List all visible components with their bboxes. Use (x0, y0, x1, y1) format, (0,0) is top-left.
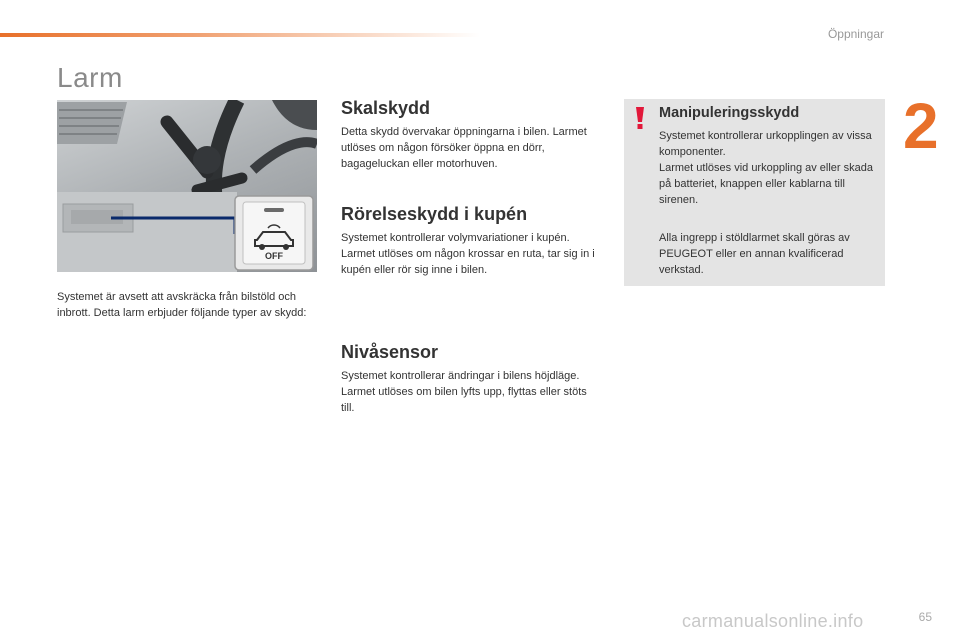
warning-text-2: Larmet utlöses vid urkoppling av eller skada på batteriet, knappen eller kablarna till sirenen. (659, 162, 874, 206)
dashboard-photo (57, 100, 317, 272)
heading-skalskydd: Skalskydd (341, 98, 431, 118)
text-nivasensor: Systemet kontrollerar ändringar i bilens höjdläge. Larmet utlöses om bilen lyfts upp, flyttas eller stöts till. (341, 370, 587, 414)
chapter-number: 2 (903, 90, 939, 162)
alarm-off-button (235, 196, 313, 270)
watermark: carmanualsonline.info (682, 611, 864, 631)
warning-text-1: Systemet kontrollerar urkopplingen av vissa komponenter. (659, 130, 872, 158)
heading-nivasensor: Nivåsensor (341, 342, 439, 362)
warning-title: Manipuleringsskydd (659, 105, 800, 121)
page-number: 65 (918, 610, 932, 624)
section-name: Öppningar (827, 27, 884, 41)
intro-text: Systemet är avsett att avskräcka från bilstöld och inbrott. Detta larm erbjuder följande typer av skydd: (57, 291, 307, 319)
air-vent (57, 102, 127, 144)
text-skalskydd: Detta skydd övervakar öppningarna i bilen. Larmet utlöses om någon försöker öppna en dörr, bagageluckan eller motorhuven. (341, 126, 587, 170)
off-label: OFF (265, 251, 283, 261)
exclamation-icon (633, 106, 647, 130)
heading-rorelseskydd: Rörelseskydd i kupén (341, 204, 528, 224)
page-title: Larm (57, 62, 123, 93)
warning-text-3: Alla ingrepp i stöldlarmet skall göras av PEUGEOT eller en annan kvalificerad verkstad. (659, 232, 850, 276)
header-accent-bar (0, 33, 480, 37)
text-rorelseskydd: Systemet kontrollerar volymvariationer i kupén. Larmet utlöses om någon krossar en ruta, tar sig in i kupén eller rör sig inne i bilen. (341, 232, 595, 276)
